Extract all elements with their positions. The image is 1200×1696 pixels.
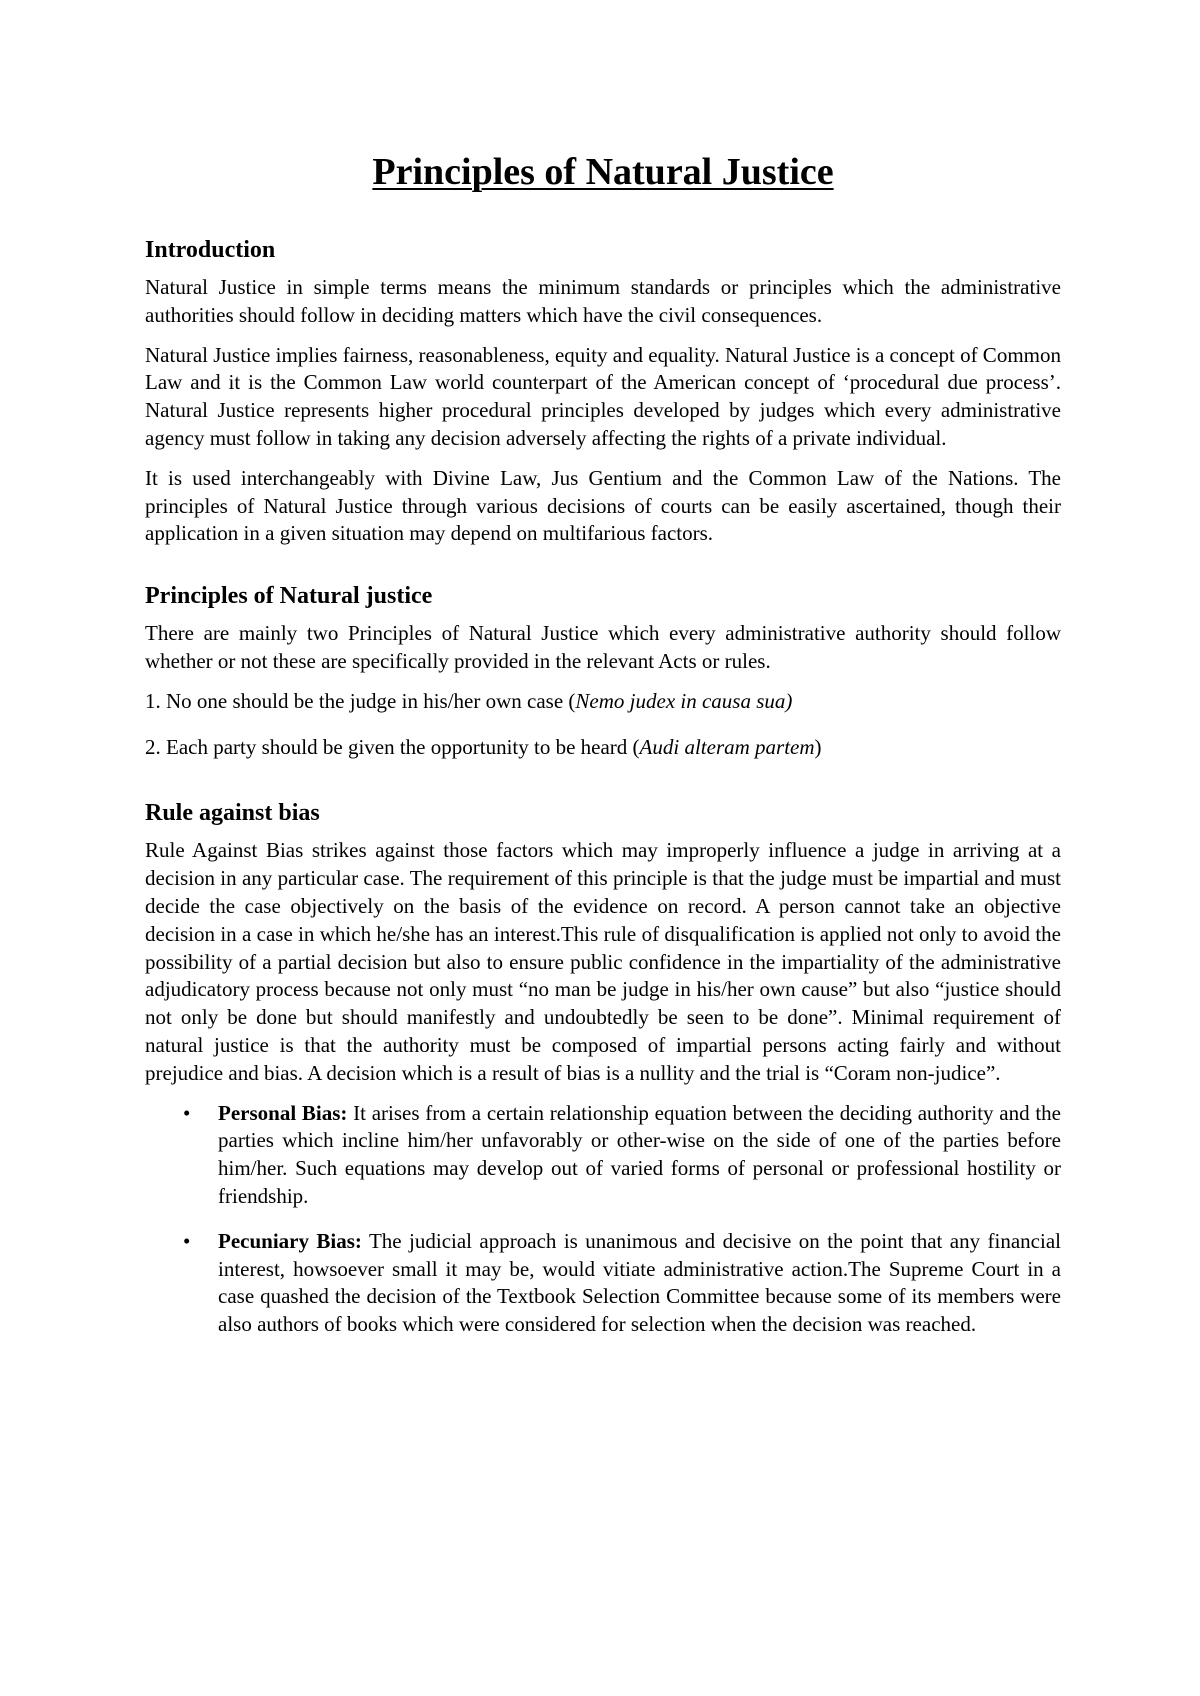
introduction-paragraph-2: Natural Justice implies fairness, reasonableness, equity and equality. Natural Justice is a concept of Common Law and it is the Common Law world counterpart of the American concept of ‘procedural due process’. Natural Justice represents higher procedural principles developed by judges which every administrative agency must follow in taking any decision adversely affecting the rights of a private individual.	[145, 342, 1061, 450]
bias-type-term: Personal Bias:	[218, 1100, 348, 1125]
bias-section	[145, 797, 1061, 1339]
introduction-heading: Introduction	[145, 237, 276, 263]
bias-heading: Rule against bias	[145, 800, 320, 827]
principle-item-1	[145, 688, 1061, 716]
bullet-icon: •	[183, 1100, 191, 1125]
introduction-paragraph-3: It is used interchangeably with Divine Law, Jus Gentium and the Common Law of the Nations. The principles of Natural Justice through various decisions of courts can be easily ascertained, though their application in a given situation may depend on multifarious factors.	[145, 465, 1061, 546]
principle-item-1-latin: Nemo judex in causa sua)	[575, 688, 793, 713]
principle-item-2-close: )	[814, 734, 822, 759]
bias-type-term: Pecuniary Bias:	[218, 1228, 362, 1253]
bullet-icon: •	[183, 1228, 191, 1253]
principles-paragraph: There are mainly two Principles of Natural Justice which every administrative authority should follow whether or not these are specifically provided in the relevant Acts or rules.	[145, 621, 1061, 673]
bias-paragraph: Rule Against Bias strikes against those factors which may improperly influence a judge in arriving at a decision in any particular case. The requirement of this principle is that the judge must be impartial and must decide the case objectively on the basis of the evidence on record. A person cannot take an objective decision in a case in which he/she has an interest.This rule of disqualification is applied not only to avoid the possibility of a partial decision but also to ensure public confidence in the impartiality of the administrative adjudicatory process because not only must “no man be judge in his/her own cause” but also “justice should not only be done but should manifestly and undoubtedly be seen to be done”. Minimal requirement of natural justice is that the authority must be composed of impartial persons acting fairly and without prejudice and bias. A decision which is a result of bias is a nullity and the trial is “Coram non-judice”.	[145, 838, 1061, 1085]
principle-item-2-latin: Audi alteram partem	[639, 734, 815, 759]
document-body	[145, 234, 1061, 1356]
bias-type-description: The judicial approach is unanimous and decisive on the point that any financial interest, howsoever small it may be, would vitiate administrative action.The Supreme Court in a case quashed the decision of the Textbook Selection Committee because some of its members were also authors of books which were considered for selection when the decision was reached.	[218, 1228, 1061, 1337]
bias-types-list	[145, 1100, 1061, 1339]
principles-section	[145, 580, 1061, 761]
introduction-section	[145, 234, 1061, 548]
principle-item-1-text: 1. No one should be the judge in his/her own case (	[145, 688, 576, 713]
bias-type-personal	[183, 1100, 1061, 1211]
principles-heading: Principles of Natural justice	[145, 583, 433, 610]
principle-item-2	[145, 734, 1061, 762]
principle-item-2-text: 2. Each party should be given the opportunity to be heard (	[145, 734, 640, 759]
introduction-paragraph-1: Natural Justice in simple terms means the minimum standards or principles which the administrative authorities should follow in deciding matters which have the civil consequences.	[145, 275, 1061, 327]
bias-type-description: It arises from a certain relationship equation between the deciding authority and the parties which incline him/her unfavorably or other-wise on the side of one of the parties before him/her. Such equations may develop out of varied forms of personal or professional hostility or friendship.	[218, 1100, 1061, 1208]
bias-type-pecuniary	[183, 1228, 1061, 1339]
document-title: Principles of Natural Justice	[372, 151, 834, 193]
